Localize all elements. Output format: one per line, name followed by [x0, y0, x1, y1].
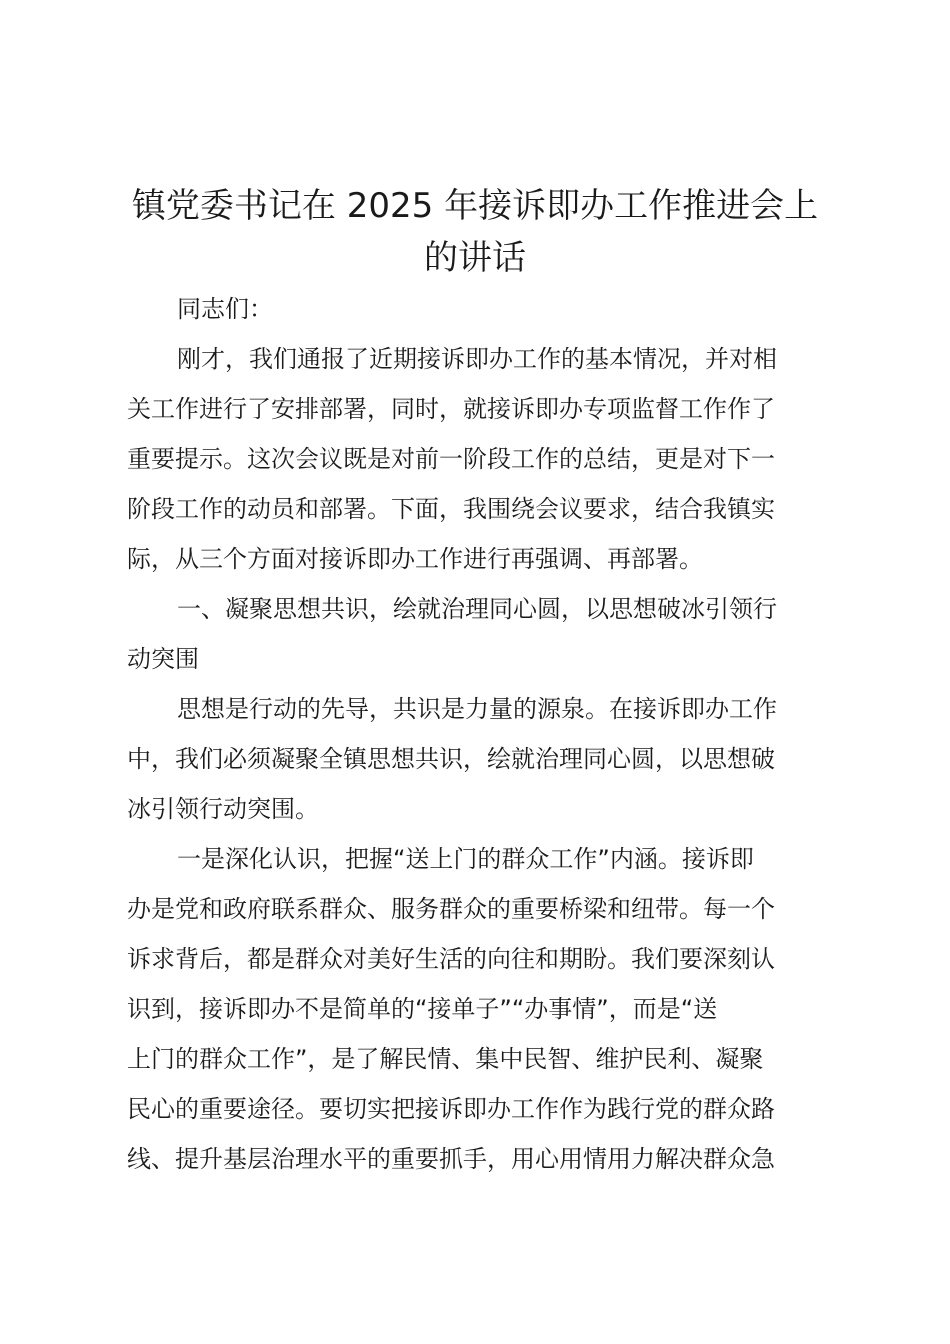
body-line: 一是深化认识，把握“送上门的群众工作”内涵。接诉即: [177, 845, 754, 873]
title-line-2: 的讲话: [424, 238, 526, 278]
body-line: 诉求背后，都是群众对美好生活的向往和期盼。我们要深刻认: [127, 945, 775, 973]
body-line: 线、提升基层治理水平的重要抓手，用心用情用力解决群众急: [127, 1145, 775, 1173]
body-line: 思想是行动的先导，共识是力量的源泉。在接诉即办工作: [177, 695, 777, 723]
body-line: 同志们：: [177, 295, 273, 323]
body-line: 动突围: [127, 645, 199, 673]
body-line: 办是党和政府联系群众、服务群众的重要桥梁和纽带。每一个: [127, 895, 775, 923]
document-title: [110, 180, 840, 284]
body-line: 一、凝聚思想共识，绘就治理同心圆，以思想破冰引领行: [177, 595, 777, 623]
document-body: [127, 284, 832, 1184]
body-line: 际，从三个方面对接诉即办工作进行再强调、再部署。: [127, 545, 703, 573]
body-line: 重要提示。这次会议既是对前一阶段工作的总结，更是对下一: [127, 445, 775, 473]
title-line-1: 镇党委书记在 2025 年接诉即办工作推进会上: [131, 186, 819, 226]
body-line: 识到，接诉即办不是简单的“接单子”“办事情”，而是“送: [127, 995, 718, 1023]
body-line: 民心的重要途径。要切实把接诉即办工作作为践行党的群众路: [127, 1095, 775, 1123]
body-line: 冰引领行动突围。: [127, 795, 319, 823]
body-line: 关工作进行了安排部署，同时，就接诉即办专项监督工作作了: [127, 395, 775, 423]
body-line: 刚才，我们通报了近期接诉即办工作的基本情况，并对相: [177, 345, 777, 373]
body-line: 上门的群众工作”，是了解民情、集中民智、维护民利、凝聚: [127, 1045, 764, 1073]
body-line: 阶段工作的动员和部署。下面，我围绕会议要求，结合我镇实: [127, 495, 775, 523]
body-line: 中，我们必须凝聚全镇思想共识，绘就治理同心圆，以思想破: [127, 745, 775, 773]
